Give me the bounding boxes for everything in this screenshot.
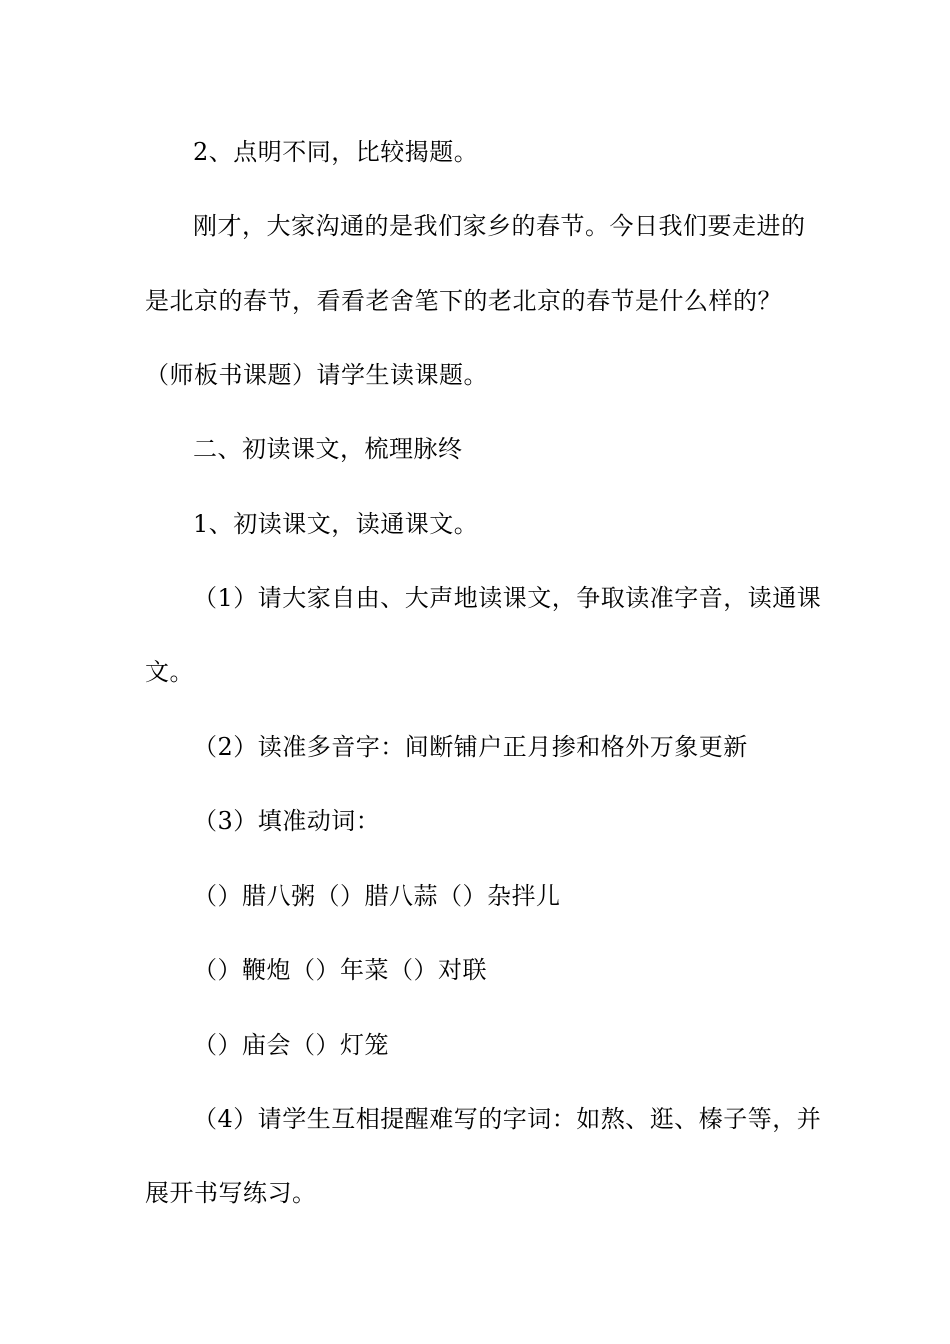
list-item-continuation: 文。 <box>145 658 194 686</box>
paragraph-step-2: 2、点明不同，比较揭题。 <box>193 138 479 166</box>
paragraph-text: 刚才，大家沟通的是我们家乡的春节。今日我们要走进的 <box>193 212 806 240</box>
section-heading: 二、初读课文，梳理脉终 <box>193 435 463 463</box>
exercise-line: （）鞭炮（）年菜（）对联 <box>193 956 487 984</box>
list-item: （2）读准多音字：间断铺户正月掺和格外万象更新 <box>193 733 748 761</box>
list-item: （4）请学生互相提醒难写的字词：如熬、逛、榛子等，并 <box>193 1105 822 1133</box>
paragraph-text: 是北京的春节，看看老舍笔下的老北京的春节是什么样的？ <box>145 287 782 315</box>
list-item: （3）填准动词： <box>193 807 381 835</box>
list-item-continuation: 展开书写练习。 <box>145 1179 317 1207</box>
exercise-line: （）庙会（）灯笼 <box>193 1031 389 1059</box>
list-item: （1）请大家自由、大声地读课文，争取读准字音，读通课 <box>193 584 822 612</box>
subsection-heading: 1、初读课文，读通课文。 <box>193 510 479 538</box>
paragraph-text: （师板书课题）请学生读课题。 <box>145 361 488 389</box>
exercise-line: （）腊八粥（）腊八蒜（）杂拌儿 <box>193 882 561 910</box>
